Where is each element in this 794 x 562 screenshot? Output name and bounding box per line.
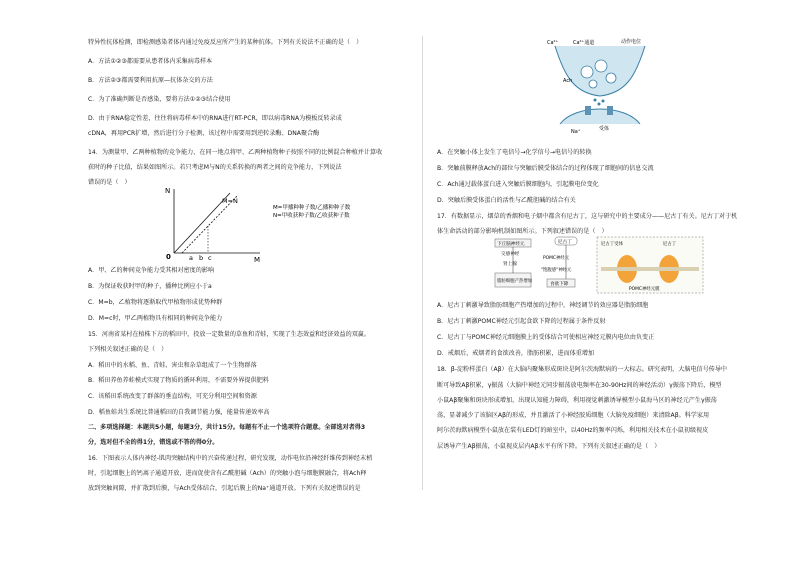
node-pomc: POMC神经元 — [543, 256, 570, 261]
question-18-line: 层诱导产生Aβ振荡，小鼠视皮层内Aβ水平有所下降。下列有关叙述正确的是（ ） — [437, 443, 661, 450]
option-line: C．M=b，乙植物将逐渐取代甲植物形成优势种群 — [88, 299, 223, 306]
question-14-line: 错误的是（ ） — [88, 179, 131, 186]
node-hypothalamus: 下丘脑神经元 — [497, 242, 525, 247]
question-18-line: 阿尔茨海默病模型小鼠放在装有LED灯的暗室中，以40Hz的频率闪烁，利用相关技术在小鼠初级视皮 — [437, 427, 709, 434]
option-line: B．稻田养鱼养蛙模式实现了物质的循环利用，不需要外界提供肥料 — [88, 377, 269, 384]
tick-c: c — [208, 254, 212, 262]
node-fat-heat: 脂肪细胞产热增加 — [497, 279, 533, 284]
question-15-line: 下列相关叙述正确的是（ ） — [88, 346, 168, 353]
option-line: B．方法②③都需要利用抗原—抗体杂交的方法 — [88, 77, 213, 84]
question-18-line: 断可导致Aβ积累，γ振荡（大脑中神经元同步振荡放电频率在30-90Hz间的神经活动）γ振荡下降后，模型 — [437, 382, 722, 389]
question-16-line: 放到突触间隙，并扩散到后膜，与Ach受体结合，引起后膜上的Na⁺通道开放。下列有关叙述错误的是 — [88, 485, 361, 492]
tick-b: b — [199, 254, 204, 262]
question-14-line: 获时的种子比值，结果如图所示。若只考虑M与N的关系转换的两者之间的竞争能力，下列说法 — [88, 164, 342, 171]
option-line: C．该稻田系统改变了群落的垂直结构，可充分利用空间和资源 — [88, 393, 257, 400]
column-divider — [422, 36, 423, 490]
option-line: A．尼古丁刺激导致脂肪细胞产热增加的过程中，神经调节的效应器是脂肪细胞 — [437, 302, 649, 309]
origin-label: 0 — [166, 253, 171, 261]
text-line: 特异性抗体检测，即检测感染者体内通过免疫反应所产生的某种抗体。下列有关说法不正确的是（ ） — [88, 39, 363, 46]
option-line: A．甲、乙的种间竞争能力受其相对密度的影响 — [88, 267, 215, 274]
question-18-line: 小鼠Aβ聚集和斑块形成增加，出现认知能力障碍，利用视觉刺激诱导模型小鼠海马区的神经元产生γ振荡 — [437, 397, 717, 404]
option-line: B．为保证收获时甲的种子，播种比例应小于a — [88, 283, 212, 290]
option-line: D．M=c时，甲乙两植物具有相同的种间竞争能力 — [88, 315, 223, 322]
question-17-line: 体生命活动的部分影响机制如图所示。下列叙述错误的是（ ） — [437, 228, 608, 235]
node-sympathetic: 交感神经 — [501, 252, 520, 257]
node-appetite: 食欲下降 — [550, 282, 569, 287]
question-15: 15．河南省某村在植株下方的稻田中，投放一定数量的草鱼和青蛙，实现了生态效益和经济效益的双赢。 — [88, 331, 370, 338]
nicotine-diagram — [493, 235, 705, 295]
label-ca: Ca²⁺ — [547, 40, 559, 46]
box-receptor: 尼古丁受体 — [601, 242, 623, 247]
option-line: C．Ach通过载体蛋白进入突触后膜细胞内，引起膜电位变化 — [437, 181, 599, 188]
option-line: D．由于RNA稳定性差，往往将病毒样本中的RNA进行RT-PCR，即以病毒RNA为模板反转录成 — [88, 115, 342, 122]
section-heading-line: 分，选对但不全的得1分，错选或不答的得0分。 — [88, 439, 219, 446]
question-16-line: 时，引起细胞上的钙离子通道开放，进而促使含有乙酰胆碱（Ach）的突触小泡与细胞膜融合，将Ach释 — [88, 470, 367, 477]
node-satiety: "饱腹感"神经元 — [541, 268, 572, 273]
label-na: Na⁺ — [571, 129, 581, 135]
question-14: 14．为测量甲、乙两种植物的竞争能力，在同一地点将甲、乙两种植物种子按照不同的比例混合种植并计算收 — [88, 149, 383, 156]
option-line: cDNA，再用PCR扩增，然后进行分子检测，该过程中需要用到逆转录酶、DNA聚合酶 — [88, 130, 320, 137]
question-18: 18．β-淀粉样蛋白（Aβ）在大脑内聚集形成斑块是阿尔茨海默病的一大标志。研究表明，大脑电信号传导中 — [437, 366, 728, 373]
synapse-figure — [545, 38, 655, 138]
node-adrenal: 肾上腺 — [503, 262, 517, 267]
label-ca-channel: Ca²⁺通道 — [573, 40, 595, 46]
option-line: B．突触前膜释放Ach的部位与突触后膜受体结合的过程体现了细胞间的信息交流 — [437, 165, 654, 172]
label-receptor: 受体 — [599, 126, 610, 132]
box-membrane: POMC神经元膜 — [629, 287, 660, 292]
question-16: 16．下图表示人体内神经-肌肉突触结构中的兴奋传递过程，研究发现，动作电位沿神经纤维传到神经末梢 — [88, 455, 373, 462]
node-nicotine-top: 尼古丁 — [558, 240, 572, 245]
diagonal-label: M=N — [222, 197, 238, 205]
option-line: D．突触后膜受体蛋白的活性与乙酰胆碱的结合有关 — [437, 197, 576, 204]
label-action-potential: 动作电位 — [621, 39, 642, 45]
legend-m: M=甲播种种子数/乙播种种子数 — [273, 205, 351, 211]
option-line: D．稻鱼蛙共生系统比普通稻田的自我调节能力强，能量传递效率高 — [88, 409, 270, 416]
competition-chart — [160, 183, 390, 263]
option-line: A．方法①②③都需要从患者体内采集病毒样本 — [88, 58, 213, 65]
box-nicotine: 尼古丁 — [663, 242, 677, 247]
option-line: A．稻田中的水稻、鱼、青蛙、害虫和杂草组成了一个生物群落 — [88, 362, 257, 369]
legend-n: N=甲收获种子数/乙收获种子数 — [273, 213, 350, 219]
option-line: C．为了准确判断是否感染，要将方法①②③结合使用 — [88, 96, 231, 103]
question-18-line: 荡，显著减少了该脑区Aβ的形成，并且激活了小神经胶质细胞（大脑免疫细胞）来清除Aβ。科学家用 — [437, 412, 710, 419]
option-line: B．尼古丁刺激POMC神经元引起食欲下降的过程属于条件反射 — [437, 318, 606, 325]
question-17: 17．有数据显示，烟草的香烟和电子烟中都含有尼古丁，这与研究中的主要成分——尼古丁有关。尼古丁对于机 — [437, 213, 738, 220]
y-axis-label: N — [165, 187, 171, 195]
option-line: C．尼古丁与POMC神经元细胞膜上的受体结合可使相应神经元膜内电位由负变正 — [437, 334, 655, 341]
tick-a: a — [189, 254, 193, 262]
section-heading: 二、多项选择题：本题共5小题，每题3分，共计15分。每题有不止一个选项符合题意。全部选对者得3 — [88, 424, 366, 431]
label-ach: Ach — [563, 78, 573, 84]
option-line: D．戒烟后，戒烟者的食欲改善，脂肪积累，进而体重增加 — [437, 350, 595, 357]
option-line: A．在突触小体上发生了电信号→化学信号→电信号的转换 — [437, 149, 592, 156]
x-axis-label: M — [254, 256, 261, 263]
